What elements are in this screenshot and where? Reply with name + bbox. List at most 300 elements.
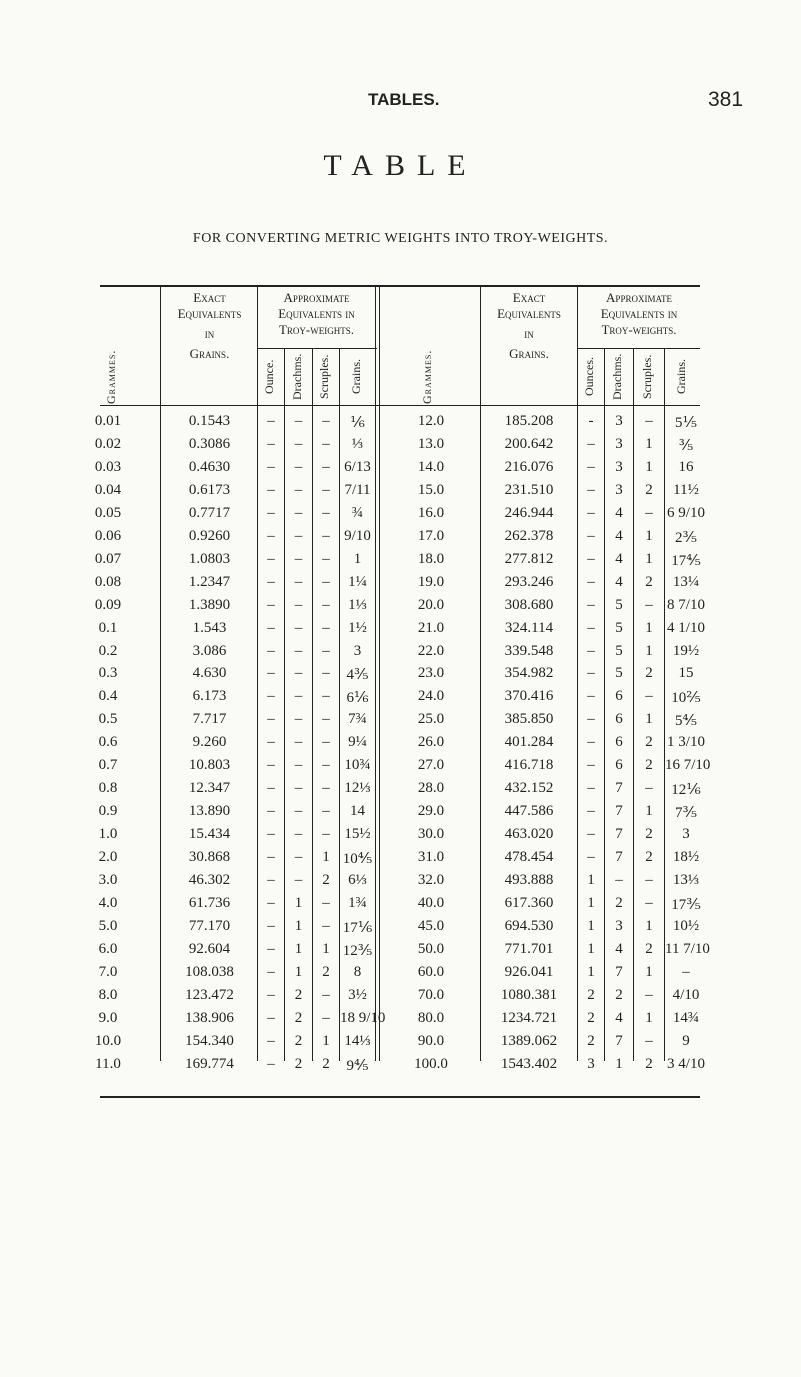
right-gr-cell: 16 7/10 (665, 757, 711, 774)
left-gr-cell: 3½ (348, 986, 367, 1003)
table-row (0, 826, 801, 850)
left-grains-exact-cell: 9.260 (192, 734, 227, 751)
left-oz-cell: – (267, 986, 275, 1003)
drachms-header-right: Drachms. (610, 353, 624, 401)
right-dr-cell: 4 (615, 504, 623, 521)
left-grammes-cell: 4.0 (98, 894, 118, 911)
right-grammes-cell: 29.0 (417, 803, 445, 820)
left-dr-cell: – (294, 573, 303, 590)
right-dr-cell: 1 (615, 1055, 623, 1072)
right-grammes-cell: 20.0 (417, 596, 445, 613)
right-grains-exact-cell: 401.284 (504, 734, 554, 751)
left-grains-exact-cell: 123.472 (185, 986, 234, 1003)
right-oz-cell: – (587, 757, 595, 774)
left-gr-cell: 3 (353, 642, 362, 659)
right-grains-exact-cell: 1234.721 (500, 1009, 558, 1026)
left-sc-cell: – (322, 803, 330, 820)
left-grammes-cell: 6.0 (98, 940, 118, 957)
right-dr-cell: – (615, 872, 623, 888)
left-gr-cell: 9/10 (344, 527, 371, 544)
left-grammes-cell: 0.6 (98, 734, 118, 751)
approx-header-right (578, 290, 700, 338)
right-gr-cell: 5⅘ (674, 713, 698, 730)
right-gr-cell: 6 9/10 (667, 504, 705, 521)
left-sc-cell: – (322, 757, 330, 774)
left-dr-cell: – (294, 665, 303, 682)
right-grains-exact-cell: 277.812 (504, 550, 554, 567)
approx-header-line: Approximate (606, 290, 672, 305)
left-grammes-cell: 2.0 (98, 849, 118, 866)
table-row (0, 551, 801, 575)
left-gr-cell: ¾ (351, 504, 364, 521)
drachms-header-left: Drachms. (290, 353, 304, 401)
right-grammes-cell: 30.0 (417, 826, 445, 843)
right-oz-cell: 1 (587, 917, 595, 934)
left-sc-cell: 1 (322, 1032, 330, 1049)
right-gr-cell: 8 7/10 (667, 596, 705, 613)
grains-header-left: Grains. (349, 359, 363, 395)
subheader-rule-right (577, 348, 700, 349)
right-grains-exact-cell: 771.701 (504, 940, 554, 957)
right-grains-exact-cell: 447.586 (504, 803, 554, 820)
table-row (0, 987, 801, 1011)
right-oz-cell: – (587, 481, 595, 498)
left-gr-cell: 15½ (344, 826, 371, 843)
left-dr-cell: – (294, 757, 303, 774)
table-row (0, 436, 801, 460)
left-dr-cell: – (294, 734, 303, 751)
table-row (0, 711, 801, 735)
right-oz-cell: – (587, 596, 595, 613)
left-grains-exact-cell: 46.302 (188, 872, 231, 888)
right-sc-cell: 1 (645, 435, 653, 452)
running-header (0, 90, 801, 120)
right-oz-cell: 2 (587, 1032, 595, 1049)
right-dr-cell: 5 (615, 642, 623, 659)
left-grammes-cell: 5.0 (98, 917, 118, 934)
right-gr-cell: 16 (678, 458, 694, 475)
right-gr-cell: 3 4/10 (667, 1055, 705, 1072)
left-oz-cell: – (267, 1055, 275, 1072)
right-oz-cell: – (587, 849, 595, 866)
right-gr-cell: 10½ (672, 917, 700, 934)
left-sc-cell: – (322, 619, 330, 636)
right-sc-cell: 1 (645, 550, 653, 567)
right-gr-cell: 4/10 (672, 986, 700, 1003)
right-grammes-cell: 27.0 (417, 757, 445, 774)
left-gr-cell: 12⅓ (344, 780, 371, 797)
table-row (0, 597, 801, 621)
left-grains-exact-cell: 1.543 (192, 619, 227, 636)
right-sc-cell: 2 (645, 665, 653, 682)
table-row (0, 895, 801, 919)
left-dr-cell: 2 (294, 1055, 303, 1072)
right-oz-cell: – (587, 504, 595, 521)
right-grammes-cell: 19.0 (417, 573, 445, 590)
left-grammes-cell: 10.0 (94, 1032, 122, 1049)
right-oz-cell: – (587, 780, 595, 797)
left-oz-cell: – (267, 711, 275, 728)
left-oz-cell: – (267, 688, 275, 705)
left-oz-cell: – (267, 1032, 275, 1049)
right-gr-cell: 14¾ (672, 1009, 700, 1026)
right-gr-cell: 11½ (673, 481, 699, 498)
ounce-header: Ounce. (262, 359, 276, 395)
right-dr-cell: 4 (615, 550, 623, 567)
left-oz-cell: – (267, 413, 275, 429)
left-oz-cell: – (267, 665, 275, 682)
left-oz-cell: – (267, 1009, 275, 1026)
left-oz-cell: – (267, 458, 275, 475)
right-dr-cell: 7 (615, 803, 623, 820)
table-row (0, 849, 801, 873)
left-sc-cell: – (322, 1009, 330, 1026)
right-grains-exact-cell: 694.530 (504, 917, 554, 934)
left-grains-exact-cell: 1.3890 (188, 596, 231, 613)
left-gr-cell: 1 (353, 550, 362, 567)
right-oz-cell: 1 (587, 940, 595, 957)
left-dr-cell: – (294, 849, 303, 866)
left-gr-cell: 6/13 (344, 458, 371, 475)
right-sc-cell: 2 (645, 734, 653, 751)
left-gr-cell: 7¾ (348, 711, 367, 728)
right-sc-cell: – (645, 413, 653, 429)
left-grammes-cell: 3.0 (98, 872, 118, 888)
right-sc-cell: 2 (645, 481, 653, 498)
exact-header-line: in (204, 326, 215, 341)
left-grammes-cell: 7.0 (98, 963, 118, 980)
left-gr-cell: 4⅗ (346, 667, 369, 684)
left-gr-cell: 7/11 (344, 481, 371, 498)
left-oz-cell: – (267, 826, 275, 843)
right-sc-cell: 1 (645, 917, 653, 934)
left-grains-exact-cell: 13.890 (188, 803, 231, 820)
right-oz-cell: – (587, 573, 595, 590)
right-gr-cell: 1 3/10 (667, 734, 705, 751)
approx-header-line: Troy-weights. (278, 322, 354, 337)
left-gr-cell: 10⅘ (342, 851, 373, 868)
scruples-header-left: Scruples. (317, 354, 331, 400)
left-sc-cell: – (322, 550, 330, 567)
right-dr-cell: 7 (615, 1032, 623, 1049)
left-gr-cell: 12⅗ (342, 942, 373, 959)
right-gr-cell: 12⅙ (671, 782, 701, 799)
left-gr-cell: 14⅓ (344, 1032, 371, 1049)
right-gr-cell: 17⅗ (671, 896, 701, 913)
left-grains-exact-cell: 10.803 (188, 757, 231, 774)
right-sc-cell: 1 (645, 527, 653, 544)
right-dr-cell: 3 (615, 413, 623, 429)
right-gr-cell: 10⅖ (671, 690, 701, 707)
right-oz-cell: 1 (587, 872, 595, 888)
left-oz-cell: – (267, 849, 275, 866)
left-sc-cell: – (322, 504, 330, 521)
left-gr-cell: 1⅓ (348, 596, 367, 613)
page-number: 381 (708, 88, 744, 111)
left-dr-cell: 1 (294, 940, 303, 957)
exact-header-line: Equivalents (177, 306, 242, 321)
right-gr-cell: 9 (682, 1032, 690, 1049)
right-oz-cell: – (587, 803, 595, 820)
table-row (0, 757, 801, 781)
left-grammes-cell: 0.1 (98, 619, 118, 636)
right-grains-exact-cell: 200.642 (504, 435, 554, 452)
right-oz-cell: – (587, 550, 595, 567)
right-gr-cell: 11 7/10 (665, 940, 710, 957)
right-oz-cell: – (587, 642, 595, 659)
left-dr-cell: – (294, 550, 303, 567)
header-rule (100, 405, 700, 406)
right-dr-cell: 3 (615, 481, 623, 498)
right-sc-cell: – (645, 872, 653, 888)
left-oz-cell: – (267, 527, 275, 544)
right-grains-exact-cell: 1080.381 (500, 986, 558, 1003)
right-grains-exact-cell: 216.076 (504, 458, 554, 475)
right-grammes-cell: 25.0 (417, 711, 445, 728)
right-grammes-cell: 90.0 (417, 1032, 445, 1049)
left-sc-cell: – (322, 596, 330, 613)
right-dr-cell: 7 (615, 826, 623, 843)
left-sc-cell: – (322, 665, 330, 682)
left-grammes-cell: 0.02 (94, 435, 122, 452)
right-grammes-cell: 100.0 (414, 1055, 448, 1072)
right-grammes-cell: 31.0 (417, 849, 445, 866)
right-dr-cell: 7 (615, 963, 623, 980)
left-grammes-cell: 0.3 (98, 665, 118, 682)
left-grammes-cell: 0.8 (98, 780, 118, 797)
table-row (0, 872, 801, 896)
right-dr-cell: 5 (615, 596, 623, 613)
right-sc-cell: – (645, 894, 653, 911)
right-grains-exact-cell: 617.360 (504, 894, 554, 911)
right-grains-exact-cell: 926.041 (504, 963, 554, 980)
table-row (0, 528, 801, 552)
right-grains-exact-cell: 354.982 (504, 665, 554, 682)
right-grammes-cell: 45.0 (417, 917, 445, 934)
right-grammes-cell: 21.0 (417, 619, 445, 636)
right-gr-cell: 7⅗ (674, 805, 698, 822)
right-grammes-cell: 26.0 (417, 734, 445, 751)
left-dr-cell: – (294, 780, 303, 797)
right-oz-cell: – (587, 435, 595, 452)
right-grammes-cell: 18.0 (417, 550, 445, 567)
left-grains-exact-cell: 1.2347 (188, 573, 231, 590)
left-grains-exact-cell: 4.630 (192, 665, 227, 682)
table-row (0, 482, 801, 506)
left-grammes-cell: 0.4 (98, 688, 118, 705)
left-sc-cell: – (322, 894, 330, 911)
left-sc-cell: – (322, 481, 330, 498)
left-sc-cell: – (322, 688, 330, 705)
right-sc-cell: 2 (645, 849, 653, 866)
left-dr-cell: – (294, 711, 303, 728)
left-grains-exact-cell: 61.736 (188, 894, 231, 911)
table-row (0, 1033, 801, 1057)
table-row (0, 665, 801, 689)
grammes-header-right: Grammes. (420, 349, 434, 404)
right-grammes-cell: 24.0 (417, 688, 445, 705)
top-rule (100, 285, 700, 287)
left-sc-cell: – (322, 826, 330, 843)
left-grammes-cell: 0.04 (94, 481, 122, 498)
right-gr-cell: 15 (678, 665, 694, 682)
right-grains-exact-cell: 185.208 (504, 413, 554, 429)
right-oz-cell: 2 (587, 986, 595, 1003)
right-oz-cell: – (587, 527, 595, 544)
right-dr-cell: 3 (615, 435, 623, 452)
approx-header-line: Troy-weights. (601, 322, 677, 337)
ounces-header: Ounces. (582, 357, 596, 397)
left-dr-cell: – (294, 504, 303, 521)
table-row (0, 459, 801, 483)
right-dr-cell: 4 (615, 940, 623, 957)
left-grains-exact-cell: 0.3086 (188, 435, 231, 452)
right-gr-cell: ⅗ (678, 437, 694, 454)
right-dr-cell: 4 (615, 573, 623, 590)
left-gr-cell: 6⅓ (348, 872, 367, 888)
left-gr-cell: 6⅙ (346, 690, 369, 707)
right-grammes-cell: 14.0 (417, 458, 445, 475)
left-dr-cell: – (294, 413, 303, 429)
left-grains-exact-cell: 0.6173 (188, 481, 231, 498)
right-sc-cell: 1 (645, 1009, 653, 1026)
left-oz-cell: – (267, 757, 275, 774)
left-dr-cell: 1 (294, 894, 303, 911)
right-sc-cell: 1 (645, 458, 653, 475)
right-sc-cell: 1 (645, 619, 653, 636)
left-grammes-cell: 0.7 (98, 757, 118, 774)
scruples-header-right: Scruples. (640, 354, 654, 400)
right-sc-cell: – (645, 1032, 653, 1049)
left-gr-cell: 18 9/10 (340, 1009, 386, 1026)
left-dr-cell: 1 (294, 963, 303, 980)
left-dr-cell: – (294, 826, 303, 843)
right-dr-cell: 7 (615, 780, 623, 797)
right-grammes-cell: 70.0 (417, 986, 445, 1003)
left-grammes-cell: 0.08 (94, 573, 122, 590)
left-oz-cell: – (267, 596, 275, 613)
right-grains-exact-cell: 385.850 (504, 711, 554, 728)
table-row (0, 941, 801, 965)
right-oz-cell: 3 (587, 1055, 595, 1072)
left-dr-cell: – (294, 642, 303, 659)
left-dr-cell: 2 (294, 1009, 303, 1026)
left-grains-exact-cell: 12.347 (188, 780, 231, 797)
left-sc-cell: – (322, 917, 330, 934)
left-sc-cell: – (322, 642, 330, 659)
left-grammes-cell: 0.09 (94, 596, 122, 613)
table-row (0, 803, 801, 827)
left-oz-cell: – (267, 734, 275, 751)
right-grammes-cell: 16.0 (417, 504, 445, 521)
table-row (0, 780, 801, 804)
left-sc-cell: – (322, 780, 330, 797)
right-oz-cell: – (587, 711, 595, 728)
left-oz-cell: – (267, 504, 275, 521)
left-grains-exact-cell: 77.170 (188, 917, 231, 934)
left-grammes-cell: 0.9 (98, 803, 118, 820)
left-oz-cell: – (267, 550, 275, 567)
table-row (0, 574, 801, 598)
right-gr-cell: 4 1/10 (667, 619, 705, 636)
left-oz-cell: – (267, 481, 275, 498)
right-sc-cell: 2 (645, 1055, 653, 1072)
table-row (0, 918, 801, 942)
exact-header-line: Equivalents (497, 306, 561, 321)
left-grains-exact-cell: 7.717 (192, 711, 227, 728)
left-sc-cell: – (322, 573, 330, 590)
running-title: TABLES. (368, 90, 440, 109)
left-sc-cell: 2 (322, 963, 330, 980)
left-grains-exact-cell: 1.0803 (188, 550, 231, 567)
right-grains-exact-cell: 308.680 (504, 596, 554, 613)
right-oz-cell: – (587, 458, 595, 475)
right-sc-cell: 2 (645, 826, 653, 843)
right-grammes-cell: 23.0 (417, 665, 445, 682)
left-sc-cell: – (322, 734, 330, 751)
right-grammes-cell: 50.0 (417, 940, 445, 957)
left-oz-cell: – (267, 780, 275, 797)
right-grammes-cell: 13.0 (417, 435, 445, 452)
approx-header-left (258, 290, 375, 338)
right-dr-cell: 3 (615, 458, 623, 475)
left-grains-exact-cell: 154.340 (185, 1032, 234, 1049)
approx-header-line: Equivalents in (600, 306, 678, 321)
exact-header-right (481, 290, 577, 362)
left-grammes-cell: 0.06 (94, 527, 122, 544)
exact-header-left (162, 290, 257, 362)
left-gr-cell: 1¾ (348, 894, 367, 911)
right-grains-exact-cell: 324.114 (504, 619, 554, 636)
left-oz-cell: – (267, 940, 275, 957)
left-dr-cell: – (294, 619, 303, 636)
right-sc-cell: 2 (645, 940, 653, 957)
table-subtitle: FOR CONVERTING METRIC WEIGHTS INTO TROY-WEIGHTS. (192, 231, 609, 246)
bottom-rule (100, 1096, 700, 1098)
right-dr-cell: 6 (615, 688, 623, 705)
left-sc-cell: – (322, 435, 330, 452)
left-dr-cell: – (294, 872, 303, 888)
left-gr-cell: ⅙ (350, 415, 365, 431)
left-oz-cell: – (267, 917, 275, 934)
right-sc-cell: – (645, 780, 653, 797)
grains-header-right: Grains. (674, 359, 688, 395)
left-sc-cell: 2 (322, 872, 330, 888)
table-row (0, 620, 801, 644)
left-gr-cell: 9¼ (348, 734, 367, 751)
left-grammes-cell: 0.05 (94, 504, 122, 521)
approx-header-line: Equivalents in (278, 306, 355, 321)
left-grains-exact-cell: 169.774 (185, 1055, 234, 1072)
right-grammes-cell: 28.0 (417, 780, 445, 797)
right-grains-exact-cell: 231.510 (504, 481, 554, 498)
right-gr-cell: 5⅕ (674, 415, 698, 431)
left-dr-cell: – (294, 481, 303, 498)
right-gr-cell: 13¼ (672, 573, 700, 590)
right-grains-exact-cell: 463.020 (504, 826, 554, 843)
left-dr-cell: 1 (294, 917, 303, 934)
left-sc-cell: – (322, 711, 330, 728)
right-grammes-cell: 40.0 (417, 894, 445, 911)
right-grammes-cell: 32.0 (417, 872, 445, 888)
right-dr-cell: 2 (615, 986, 623, 1003)
right-oz-cell: - (588, 413, 594, 429)
right-grains-exact-cell: 339.548 (504, 642, 554, 659)
exact-header-line: in (524, 326, 534, 341)
left-sc-cell: – (322, 986, 330, 1003)
left-grammes-cell: 0.03 (94, 458, 122, 475)
right-oz-cell: – (587, 619, 595, 636)
